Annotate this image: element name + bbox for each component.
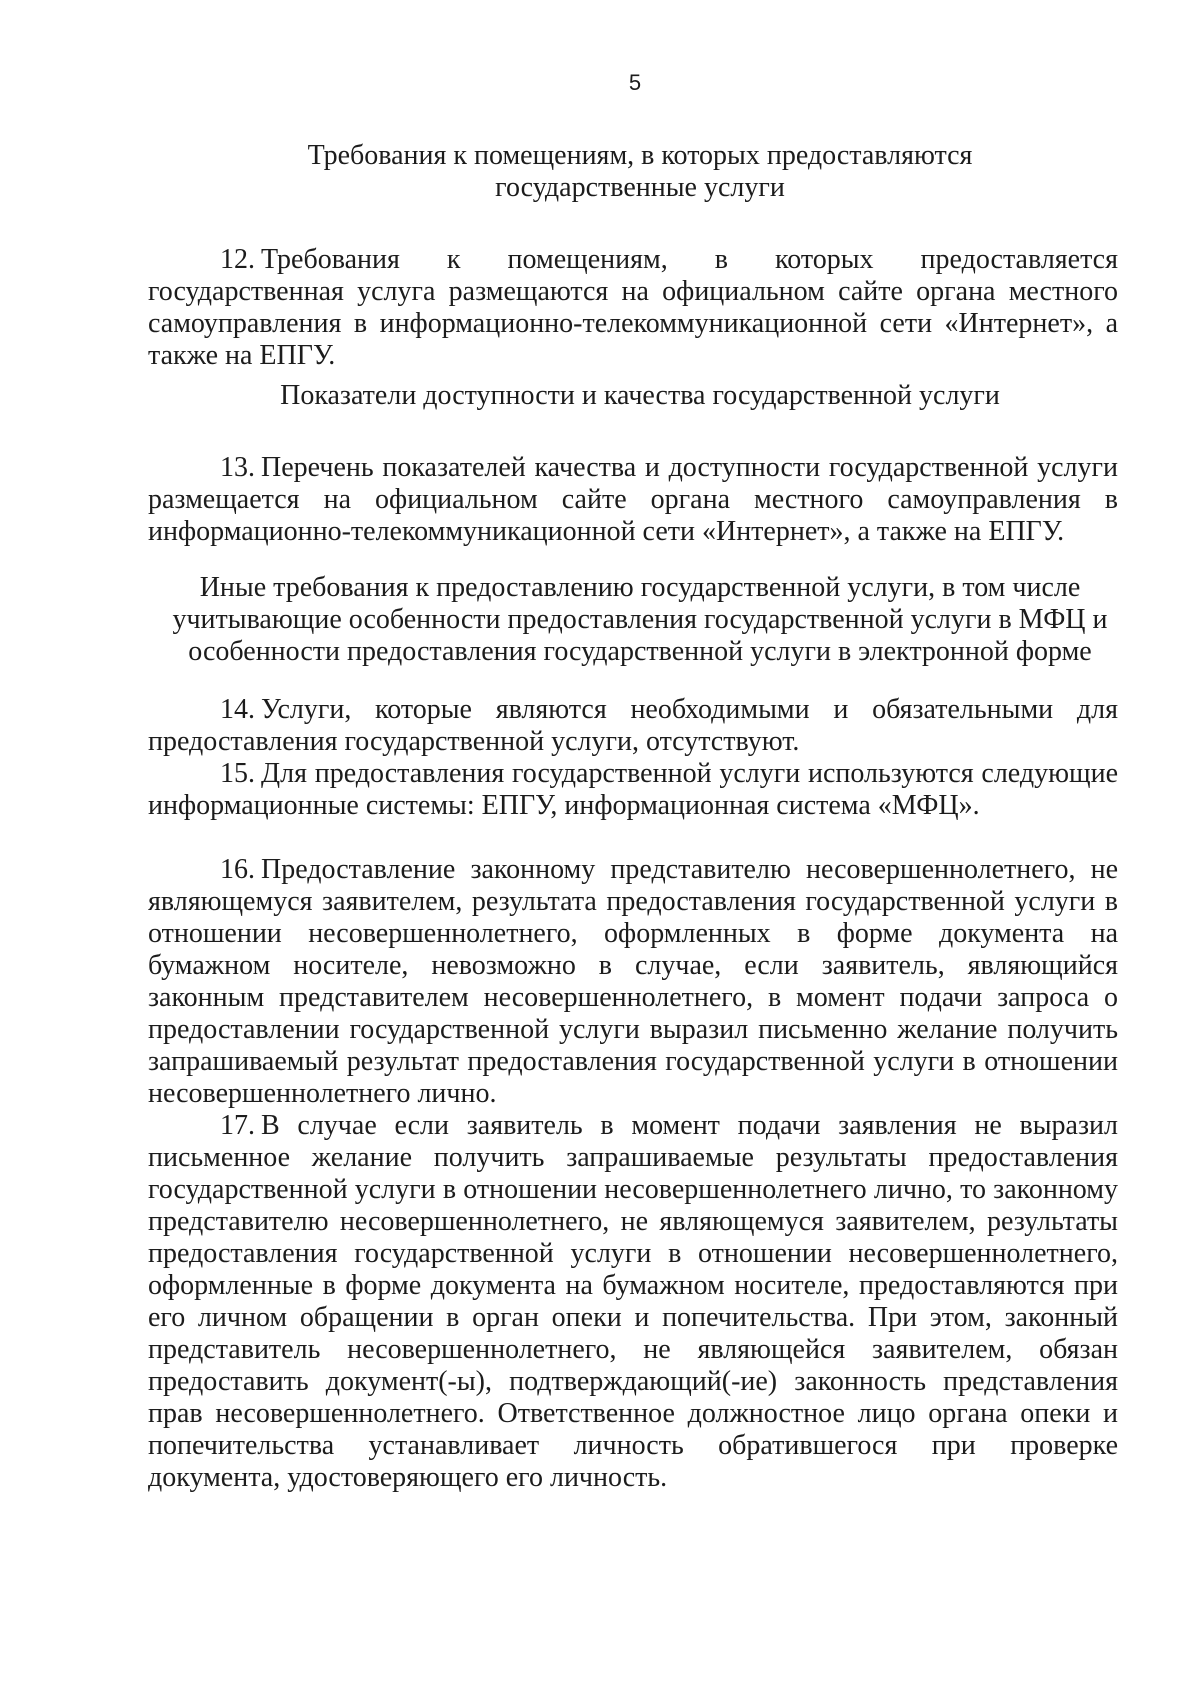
paragraph-text: Предоставление законному представителю несовершеннолетнего, не являющемуся заявителем, результата предоставления государственной услуги в отношении несовершеннолетнего, оформленных в форме документа на бумажном носителе, невозможно в случае, если заявитель, являющийся законным представителем несовершеннолетнего, в момент подачи запроса о предоставлении государственной услуги выразил письменно желание получить запрашиваемый результат предоставления государственной услуги в отношении несовершеннолетнего лично. [148, 854, 1118, 1109]
paragraph-number: 12. [220, 244, 255, 275]
paragraph-text: Перечень показателей качества и доступности государственной услуги размещается на официальном сайте органа местного самоуправления в информационно-телекоммуникационной сети «Интернет», а также на ЕПГУ. [148, 452, 1118, 547]
page-number: 5 [628, 70, 642, 95]
paragraph-12 [148, 244, 1118, 372]
paragraph-text: Для предоставления государственной услуги используются следующие информационные системы: ЕПГУ, информационная система «МФЦ». [148, 758, 1118, 821]
paragraph-number: 15. [220, 758, 255, 789]
paragraph-text: Требования к помещениям, в которых предоставляется государственная услуга размещаются на официальном сайте органа местного самоуправления в информационно-телекоммуникационной сети «Интернет», а также на ЕПГУ. [148, 244, 1118, 371]
paragraph-text: Услуги, которые являются необходимыми и обязательными для предоставления государственной услуги, отсутствуют. [148, 694, 1118, 757]
paragraph-14 [148, 694, 1118, 758]
paragraph-17 [148, 1110, 1118, 1494]
paragraph-15 [148, 758, 1118, 822]
paragraph-number: 14. [220, 694, 255, 725]
section-heading-accessibility: Показатели доступности и качества государственной услуги [280, 380, 1000, 411]
paragraph-16 [148, 854, 1118, 1110]
paragraph-number: 17. [220, 1110, 255, 1141]
section-heading-other-requirements: Иные требования к предоставлению государственной услуги, в том числе учитывающие особенности предоставления государственной услуги в МФЦ и особенности предоставления государственной услуги в электронной форме [172, 572, 1108, 667]
paragraph-text: В случае если заявитель в момент подачи заявления не выразил письменное желание получить запрашиваемые результаты предоставления государственной услуги в отношении несовершеннолетнего лично, то законному представителю несовершеннолетнего, не являющемуся заявителем, результаты предоставления государственной услуги в отношении несовершеннолетнего, оформленные в форме документа на бумажном носителе, предоставляются при его личном обращении в орган опеки и попечительства. При этом, законный представитель несовершеннолетнего, не являющейся заявителем, обязан предоставить документ(-ы), подтверждающий(-ие) законность представления прав несовершеннолетнего. Ответственное должностное лицо органа опеки и попечительства устанавливает личность обратившегося при проверке документа, удостоверяющего его личность. [148, 1110, 1118, 1493]
paragraph-13 [148, 452, 1118, 548]
section-heading-premises: Требования к помещениям, в которых предоставляются государственные услуги [307, 140, 973, 203]
paragraph-number: 13. [220, 452, 255, 483]
paragraph-number: 16. [220, 854, 255, 885]
